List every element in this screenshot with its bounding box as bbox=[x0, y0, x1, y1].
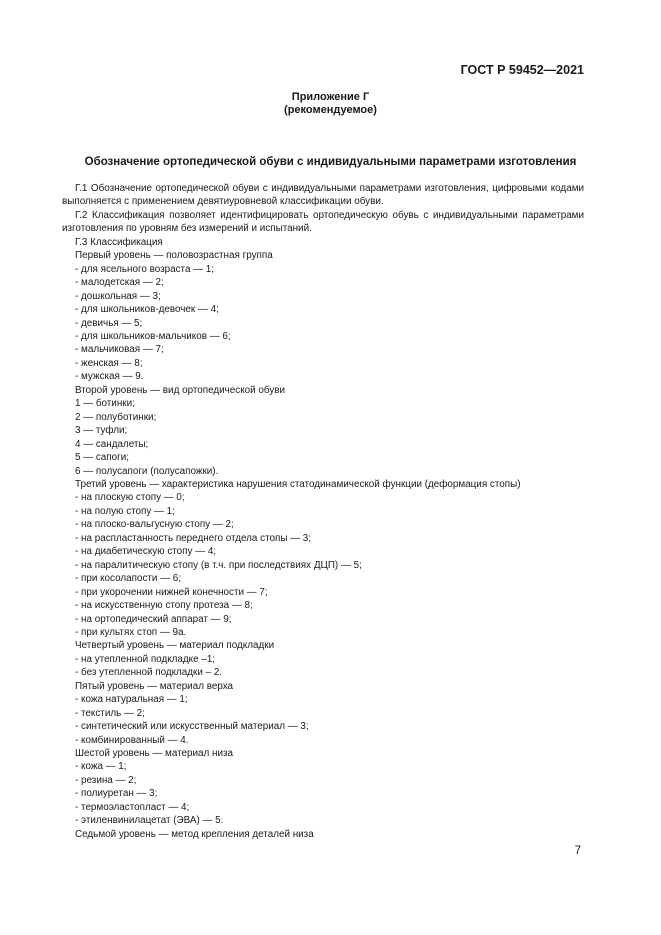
classification-line: Первый уровень — половозрастная группа bbox=[75, 250, 273, 262]
classification-line: Третий уровень — характеристика нарушения статодинамической функции (деформация стопы) bbox=[75, 478, 521, 490]
classification-line: - на утепленной подкладке –1; bbox=[75, 653, 216, 665]
section-title: Обозначение ортопедической обуви с индивидуальными параметрами изготовления bbox=[84, 156, 577, 168]
classification-list bbox=[62, 236, 584, 841]
document-code-header: ГОСТ Р 59452—2021 bbox=[460, 63, 584, 77]
classification-line: 5 — сапоги; bbox=[75, 452, 129, 464]
classification-line: - женская — 8; bbox=[75, 357, 143, 369]
classification-line: - резина — 2; bbox=[75, 774, 137, 786]
classification-line: - для школьников-мальчиков — 6; bbox=[75, 330, 231, 342]
classification-line: - на диабетическую стопу — 4; bbox=[75, 546, 217, 558]
classification-line: - этиленвинилацетат (ЭВА) — 5. bbox=[75, 815, 224, 827]
classification-line: - для ясельного возраста — 1; bbox=[75, 263, 215, 275]
classification-line: - для школьников-девочек — 4; bbox=[75, 304, 219, 316]
classification-line: - кожа натуральная — 1; bbox=[75, 694, 188, 706]
classification-line: - на распластанность переднего отдела стопы — 3; bbox=[75, 532, 312, 544]
classification-line: - полиуретан — 3; bbox=[75, 788, 158, 800]
classification-line: Пятый уровень — материал верха bbox=[75, 680, 234, 692]
classification-line: 3 — туфли; bbox=[75, 425, 128, 437]
classification-line: - малодетская — 2; bbox=[75, 277, 164, 289]
classification-line: - мужская — 9. bbox=[75, 371, 144, 383]
classification-line: - синтетический или искусственный материал — 3; bbox=[75, 721, 309, 733]
classification-line: - термоэластопласт — 4; bbox=[75, 801, 190, 813]
classification-line: - мальчиковая — 7; bbox=[75, 344, 164, 356]
classification-line: - комбинированный — 4. bbox=[75, 734, 189, 746]
classification-line: 6 — полусапоги (полусапожки). bbox=[75, 465, 219, 477]
classification-line: - при косолапости — 6; bbox=[75, 573, 182, 585]
classification-line: - кожа — 1; bbox=[75, 761, 127, 773]
paragraph-g2: Г.2 Классификация позволяет идентифицировать ортопедическую обувь с индивидуальными параметрами изготовления по уровням без измерений и испытаний. bbox=[62, 209, 584, 235]
page-number: 7 bbox=[574, 845, 581, 857]
classification-line: 4 — сандалеты; bbox=[75, 438, 149, 450]
annex-subtitle: (рекомендуемое) bbox=[284, 104, 377, 116]
classification-line: - на плоско-вальгусную стопу — 2; bbox=[75, 519, 234, 531]
classification-line: Шестой уровень — материал низа bbox=[75, 748, 234, 760]
annex-heading bbox=[0, 91, 661, 117]
classification-line: Второй уровень — вид ортопедической обуви bbox=[75, 384, 286, 396]
classification-line: - девичья — 5; bbox=[75, 317, 143, 329]
classification-line: - на ортопедический аппарат — 9; bbox=[75, 613, 232, 625]
classification-line: - на паралитическую стопу (в т.ч. при последствиях ДЦП) — 5; bbox=[75, 559, 362, 571]
classification-line: - на полую стопу — 1; bbox=[75, 505, 175, 517]
classification-line: - при культях стоп — 9а. bbox=[75, 626, 187, 638]
document-body bbox=[62, 182, 584, 841]
classification-line: Четвертый уровень — материал подкладки bbox=[75, 640, 275, 652]
classification-line: Г.3 Классификация bbox=[75, 236, 163, 248]
classification-line: 2 — полуботинки; bbox=[75, 411, 157, 423]
paragraph-g1: Г.1 Обозначение ортопедической обуви с индивидуальными параметрами изготовления, цифровыми кодами выполняется с применением девятиуровневой классификации обуви. bbox=[62, 183, 584, 208]
classification-line: - дошкольная — 3; bbox=[75, 290, 161, 302]
annex-title: Приложение Г bbox=[291, 91, 370, 103]
classification-line: - при укорочении нижней конечности — 7; bbox=[75, 586, 268, 598]
classification-line: - текстиль — 2; bbox=[75, 707, 145, 719]
classification-line: 1 — ботинки; bbox=[75, 398, 135, 410]
classification-line: - без утепленной подкладки – 2. bbox=[75, 667, 223, 679]
classification-line: - на плоскую стопу — 0; bbox=[75, 492, 185, 504]
classification-line: - на искусственную стопу протеза — 8; bbox=[75, 600, 253, 612]
classification-line: Седьмой уровень — метод крепления деталей низа bbox=[75, 828, 314, 840]
